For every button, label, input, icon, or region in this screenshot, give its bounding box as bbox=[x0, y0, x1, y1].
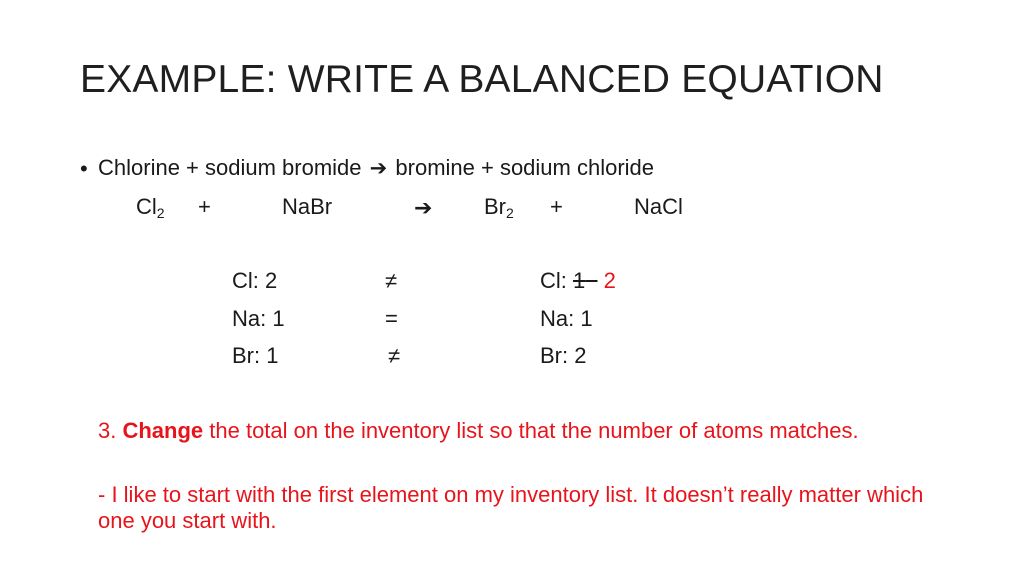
inventory-relation-br: ≠ bbox=[388, 343, 401, 368]
inventory-right-br: Br: 2 bbox=[540, 343, 587, 368]
reactant-cl2: $Cl_2$ bbox=[136, 194, 165, 221]
word-equation-products: bromine + sodium chloride bbox=[395, 155, 655, 180]
inventory-right-label: Cl: bbox=[540, 268, 567, 293]
inventory-right-cl bbox=[540, 268, 616, 294]
word-equation-reactants: Chlorine + sodium bromide bbox=[98, 155, 362, 180]
product-br2: $Br_2$ bbox=[484, 194, 514, 221]
inventory-left-na: Na: 1 bbox=[232, 306, 285, 331]
product-nacl: NaCl bbox=[634, 194, 683, 219]
crossed-out-count: 1 bbox=[573, 268, 586, 293]
right-arrow-icon: ➔ bbox=[369, 157, 388, 180]
inventory-relation-na: = bbox=[385, 306, 398, 331]
plus-sign: + bbox=[198, 194, 211, 219]
word-equation bbox=[98, 155, 654, 181]
reactant-nabr: NaBr bbox=[282, 194, 333, 219]
updated-count: 2 bbox=[603, 268, 616, 293]
inventory-relation-cl: ≠ bbox=[385, 268, 398, 293]
emphasis-word: Change bbox=[122, 418, 204, 443]
right-arrow-icon: ➔ bbox=[414, 195, 433, 220]
bullet-dot: • bbox=[80, 156, 88, 181]
step-instruction: 3. Change the total on the inventory list so that the number of atoms matches. bbox=[98, 418, 859, 443]
inventory-left-br: Br: 1 bbox=[232, 343, 279, 368]
slide-title: EXAMPLE: WRITE A BALANCED EQUATION bbox=[80, 58, 884, 101]
inventory-left-cl: Cl: 2 bbox=[232, 268, 278, 293]
plus-sign: + bbox=[550, 194, 563, 219]
step-tip: - I like to start with the first element on my inventory list. It doesn’t really matter which one you start with. bbox=[98, 482, 924, 533]
inventory-right-na: Na: 1 bbox=[540, 306, 593, 331]
